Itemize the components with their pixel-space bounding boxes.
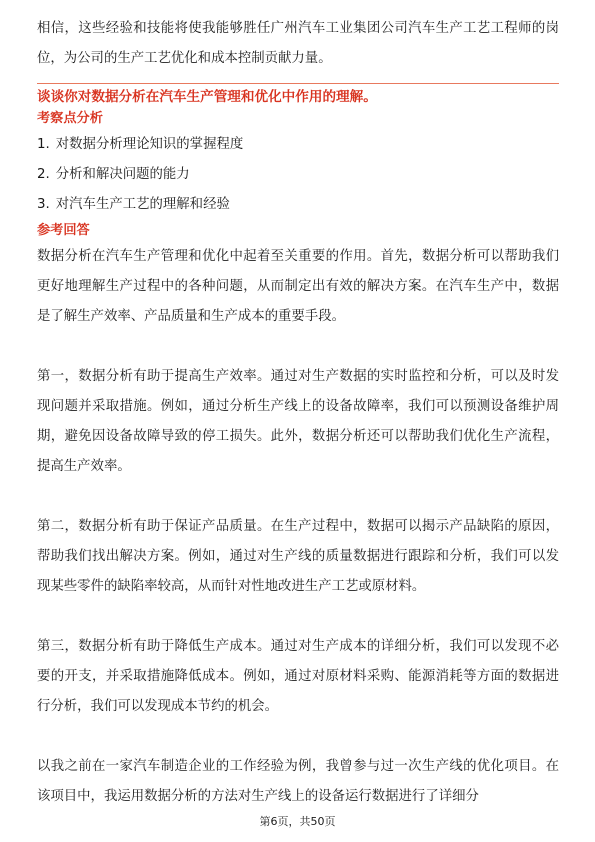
analysis-title: 考察点分析: [37, 111, 103, 126]
list-item: 2. 分析和解决问题的能力: [37, 167, 190, 182]
section-divider: [37, 83, 559, 84]
answer-title: 参考回答: [37, 223, 90, 238]
question-heading: 谈谈你对数据分析在汽车生产管理和优化中作用的理解。: [37, 89, 377, 105]
document-page: [37, 14, 559, 812]
intro-paragraph: 相信，这些经验和技能将使我能够胜任广州汽车工业集团公司汽车生产工艺工程师的岗位，为公司的生产工艺优化和成本控制贡献力量。: [37, 21, 559, 66]
page-number: 第6页，共50页: [259, 815, 336, 828]
answer-paragraph: 第一，数据分析有助于提高生产效率。通过对生产数据的实时监控和分析，可以及时发现问题并采取措施。例如，通过分析生产线上的设备故障率，我们可以预测设备维护周期，避免因设备故障导致的停工损失。此外，数据分析还可以帮助我们优化生产流程，提高生产效率。: [37, 369, 559, 474]
answer-paragraph: 第三，数据分析有助于降低生产成本。通过对生产成本的详细分析，我们可以发现不必要的开支，并采取措施降低成本。例如，通过对原材料采购、能源消耗等方面的数据进行分析，我们可以发现成本节约的机会。: [37, 639, 559, 714]
answer-paragraph: 数据分析在汽车生产管理和优化中起着至关重要的作用。首先，数据分析可以帮助我们更好地理解生产过程中的各种问题，从而制定出有效的解决方案。在汽车生产中，数据是了解生产效率、产品质量和生产成本的重要手段。: [37, 249, 559, 324]
list-item: 1. 对数据分析理论知识的掌握程度: [37, 137, 244, 152]
list-item: 3. 对汽车生产工艺的理解和经验: [37, 197, 230, 212]
answer-paragraph: 第二，数据分析有助于保证产品质量。在生产过程中，数据可以揭示产品缺陷的原因，帮助我们找出解决方案。例如，通过对生产线的质量数据进行跟踪和分析，我们可以发现某些零件的缺陷率较高，从而针对性地改进生产工艺或原材料。: [37, 519, 559, 594]
answer-paragraph: 以我之前在一家汽车制造企业的工作经验为例，我曾参与过一次生产线的优化项目。在该项目中，我运用数据分析的方法对生产线上的设备运行数据进行了详细分: [37, 759, 559, 804]
analysis-list: [37, 130, 559, 220]
